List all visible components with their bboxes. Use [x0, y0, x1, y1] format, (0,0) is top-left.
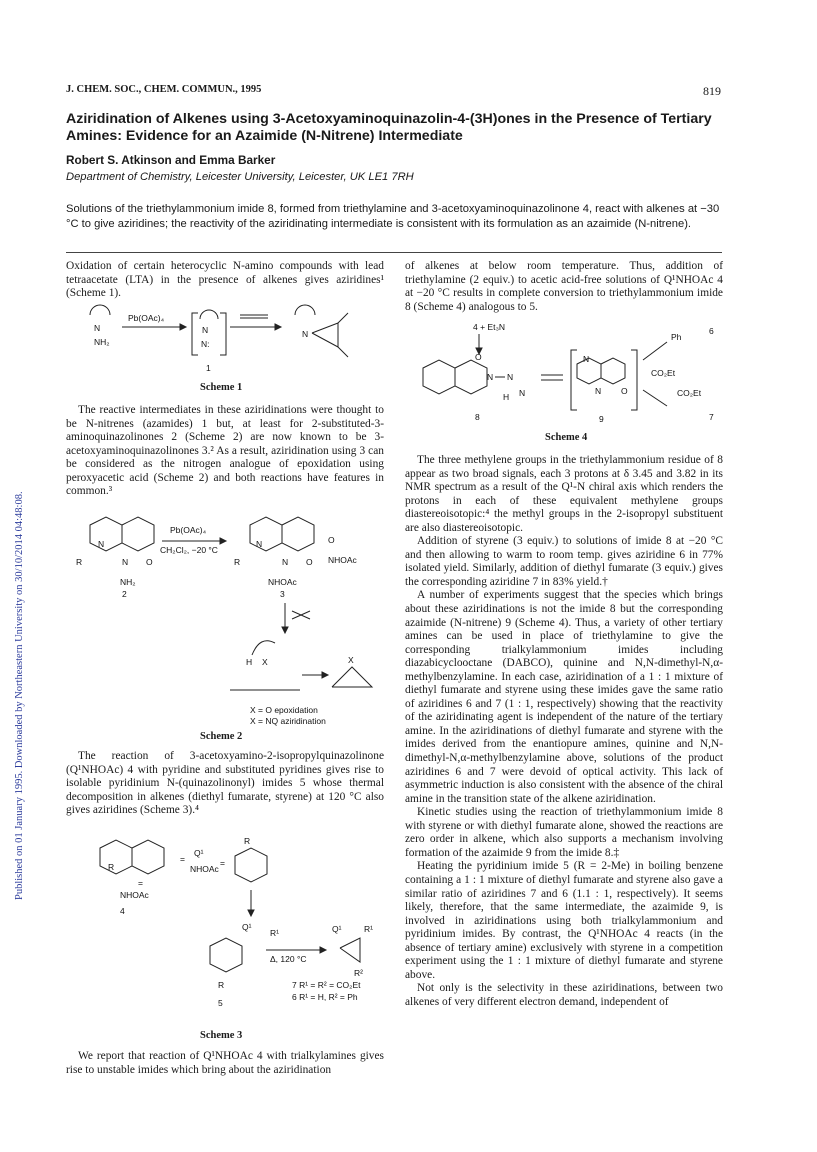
svg-text:N: N — [256, 539, 263, 549]
col2-para1: of alkenes at below room temperature. Thus, addition of triethylamine (2 equiv.) to acetic acid-free solutions of Q¹NHOAc 4 at −20 °C results in complete conversion to triethylammonium imide 8 (Scheme 4) analogous to 5. — [405, 260, 723, 313]
svg-text:NHOAc: NHOAc — [190, 864, 219, 874]
svg-text:Δ, 120 °C: Δ, 120 °C — [270, 954, 307, 964]
running-header — [66, 84, 721, 98]
svg-text:N: N — [282, 557, 289, 567]
svg-text:=: = — [220, 858, 225, 868]
article-title: Aziridination of Alkenes using 3-Acetoxyaminoquinazolin-4-(3H)ones in the Presence of Tertiary Amines: Evidence for an Azaimide (N-Nitrene) Intermediate — [66, 111, 712, 144]
svg-text:6 R¹ = H, R² = Ph: 6 R¹ = H, R² = Ph — [292, 992, 358, 1002]
svg-text:1: 1 — [206, 363, 211, 373]
svg-text:8: 8 — [475, 412, 480, 422]
svg-text:CH₂Cl₂, −20 °C: CH₂Cl₂, −20 °C — [160, 545, 218, 555]
scheme-2-caption: Scheme 2 — [200, 731, 243, 742]
svg-text:Q¹: Q¹ — [242, 922, 252, 932]
authors: Robert S. Atkinson and Emma Barker — [66, 153, 276, 167]
svg-text:R: R — [244, 836, 251, 846]
svg-text:Q¹: Q¹ — [194, 848, 204, 858]
svg-text:N: N — [519, 388, 526, 398]
svg-text:R¹: R¹ — [270, 928, 279, 938]
col2-para2: The three methylene groups in the triethylammonium residue of 8 appear as two broad signals, each 3 protons at δ 3.45 and 3.82 in its NMR spectrum as a result of the Q¹-N chiral axis which renders the protons in each of these equivalent methylene groups diastereoisotopic:⁴ the methyl groups in the 2-isopropyl substituent are also diastereoisotopic. — [405, 454, 723, 534]
svg-text:R: R — [218, 980, 225, 990]
svg-text:N: N — [202, 325, 209, 335]
col1-para4: We report that reaction of Q¹NHOAc 4 with trialkylamines gives rise to unstable imides which bring about the aziridination — [66, 1050, 384, 1076]
scheme-4-caption: Scheme 4 — [545, 432, 588, 443]
svg-text:Q¹: Q¹ — [332, 924, 342, 934]
svg-text:NH₂: NH₂ — [120, 577, 136, 587]
svg-text:Pb(OAc)₄: Pb(OAc)₄ — [128, 313, 165, 323]
scheme-2-drawing — [70, 515, 380, 730]
svg-text:O: O — [146, 557, 153, 567]
svg-text:N: N — [595, 386, 602, 396]
svg-text:6: 6 — [709, 326, 714, 336]
download-watermark: Published on 01 January 1995. Downloaded by Northeastern University on 30/10/2014 04:48:08. — [14, 491, 25, 900]
col1-para1: Oxidation of certain heterocyclic N-amino compounds with lead tetraacetate (LTA) in the presence of alkenes gives aziridines¹ (Scheme 1). — [66, 260, 384, 300]
svg-text:R: R — [76, 557, 83, 567]
svg-text:N: N — [583, 354, 590, 364]
scheme-3-drawing — [70, 838, 380, 1030]
svg-text:O: O — [328, 535, 335, 545]
svg-text:Ph: Ph — [671, 332, 682, 342]
svg-text:X = O epoxidation: X = O epoxidation — [250, 705, 318, 715]
svg-text:7 R¹ = R² = CO₂Et: 7 R¹ = R² = CO₂Et — [292, 980, 361, 990]
svg-text:4: 4 — [120, 906, 125, 916]
col1-para3: The reaction of 3-acetoxyamino-2-isopropylquinazolinone (Q¹NHOAc) 4 with pyridine and substituted pyridines gives rise to isolable pyridinium N-(quinazolinonyl) imides 5 whose thermal decomposition in alkenes (diethyl fumarate, styrene) at 120 °C also gives aziridines (Scheme 3).⁴ — [66, 750, 384, 817]
svg-text:N: N — [507, 372, 514, 382]
svg-text:N: N — [302, 329, 309, 339]
svg-text:5: 5 — [218, 998, 223, 1008]
svg-text:Pb(OAc)₄: Pb(OAc)₄ — [170, 525, 207, 535]
svg-text:O: O — [621, 386, 628, 396]
scheme-4-drawing — [415, 320, 720, 432]
svg-text:H: H — [503, 392, 510, 402]
col2-para6: Heating the pyridinium imide 5 (R = 2-Me) in boiling benzene containing a 1 : 1 mixture of diethyl fumarate and styrene also gave a similar ratio of aziridines 7 and 6 (1.1 : 1, respectively). It seems likely, therefore, that the same intermediate, the azaimide 9, is involved in aziridinations using both trialkylammonium and pyridinium imides. By contrast, the Q¹NHOAc 4 reacts (in the absence of tertiary amine) exclusively with styrene in a competition experiment using the 1 : 1 mixture of diethyl fumarate and styrene above. — [405, 860, 723, 981]
abstract: Solutions of the triethylammonium imide 8, formed from triethylamine and 3-acetoxyaminoquinazolinone 4, react with alkenes at −30 °C to give aziridines; the reactivity of the aziridinating intermediate is consistent with its formulation as an azaimide (N-nitrene). — [66, 203, 720, 230]
col1-para2: The reactive intermediates in these aziridinations were thought to be N-nitrenes (azamides) 1 but, at least for 2-substituted-3-aminoquinazolinones 2 (Scheme 2) are now known to be 3-acetoxyaminoquinazolinones 3.² As a result, aziridination using 3 can be considered as the nitrogen analogue of epoxidation using peroxyacetic acid (Scheme 2) and both reactions have features in common.³ — [66, 404, 384, 498]
svg-text:CO₂Et: CO₂Et — [651, 368, 676, 378]
svg-text:NHOAc: NHOAc — [268, 577, 297, 587]
svg-text:N:: N: — [201, 339, 210, 349]
col2-para4: A number of experiments suggest that the species which brings about these aziridinations is not the imide 8 but the corresponding azaimide (N-nitrene) 9 (Scheme 4). Thus, a variety of other tertiary amines can be used in place of triethylamine to give the corresponding trialkylammonium imides including diazabicyclooctane (DABCO), quinine and N,N-dimethyl-N,α-methylbenzylamine. In each case, aziridination of a 1 : 1 mixture of diethyl fumarate and styrene using these imides gave the same ratio of aziridines 6 and 7 (1 : 1, respectively) showing that the reactivity of the aziridinating agent is independent of the nature of the tertiary amine. In the aziridinations of diethyl fumarate and styrene with the imides derived from the enantiopure amines, quinine and N,N-dimethyl-N,α-methylbenzylamine above, solutions of the product aziridines 6 and 7 were devoid of optical activity. This lack of asymmetric induction is also consistent with the absence of the chiral amine in the transition state of the alkene aziridination. — [405, 589, 723, 805]
page-number: 819 — [703, 84, 721, 98]
col2-para3: Addition of styrene (3 equiv.) to solutions of imide 8 at −20 °C and then allowing to warm to room temp. gives aziridine 6 in 77% isolated yield. Similarly, addition of diethyl fumarate (3 equiv.) gives the corresponding aziridine 7 in 83% yield.† — [405, 535, 723, 588]
scheme-1-drawing — [80, 305, 380, 380]
svg-text:R²: R² — [354, 968, 363, 978]
svg-text:H: H — [246, 657, 253, 667]
svg-text:O: O — [475, 352, 482, 362]
svg-text:R: R — [234, 557, 241, 567]
header-rule — [66, 252, 722, 253]
svg-text:N: N — [94, 323, 101, 333]
svg-text:3: 3 — [280, 589, 285, 599]
affiliation: Department of Chemistry, Leicester University, Leicester, UK LE1 7RH — [66, 171, 414, 183]
svg-text:NHOAc: NHOAc — [120, 890, 149, 900]
svg-text:X = NQ aziridination: X = NQ aziridination — [250, 716, 326, 726]
svg-text:4 + Et₃N: 4 + Et₃N — [473, 322, 506, 332]
svg-text:N: N — [98, 539, 105, 549]
svg-text:X: X — [262, 657, 268, 667]
scheme-1-caption: Scheme 1 — [200, 382, 243, 393]
svg-text:N: N — [122, 557, 129, 567]
svg-text:=: = — [138, 878, 143, 888]
col2-para7: Not only is the selectivity in these aziridinations, between two alkenes of very different electron demand, independent of — [405, 982, 723, 1008]
svg-text:R¹: R¹ — [364, 924, 373, 934]
svg-text:9: 9 — [599, 414, 604, 424]
svg-text:X: X — [348, 655, 354, 665]
col2-para5: Kinetic studies using the reaction of triethylammonium imide 8 with styrene or with diethyl fumarate alone, showed the reactions are zero order in alkene, which also supports a mechanism involving formation of the azaimide 9 from the imide 8.‡ — [405, 806, 723, 859]
svg-text:NHOAc: NHOAc — [328, 555, 357, 565]
svg-text:N: N — [487, 372, 494, 382]
svg-text:O: O — [306, 557, 313, 567]
scheme-3-caption: Scheme 3 — [200, 1030, 243, 1041]
svg-text:2: 2 — [122, 589, 127, 599]
svg-text:=: = — [180, 854, 185, 864]
journal-name: J. CHEM. SOC., CHEM. COMMUN., 1995 — [66, 84, 262, 95]
svg-text:CO₂Et: CO₂Et — [677, 388, 702, 398]
svg-text:R: R — [108, 862, 115, 872]
col2-body — [405, 454, 723, 1009]
svg-text:7: 7 — [709, 412, 714, 422]
svg-text:NH₂: NH₂ — [94, 337, 110, 347]
